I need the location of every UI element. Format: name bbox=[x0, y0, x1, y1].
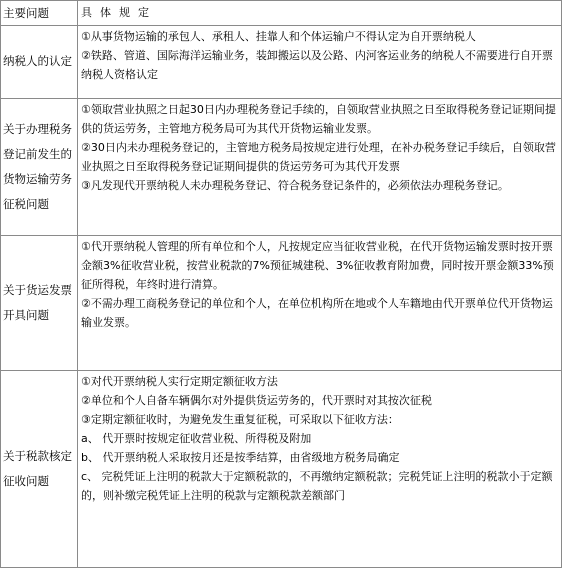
table-row bbox=[1, 370, 562, 567]
header-specific-rules: 具体规定 bbox=[78, 1, 562, 26]
table-row bbox=[1, 235, 562, 370]
table-header-row bbox=[1, 1, 562, 26]
rule-line: b、 代开票纳税人采取按月还是按季结算，由省级地方税务局确定 bbox=[81, 450, 400, 464]
issue-cell: 纳税人的认定 bbox=[1, 25, 78, 98]
issue-cell: 关于货运发票开具问题 bbox=[1, 235, 78, 370]
rule-line: ②单位和个人自备车辆偶尔对外提供货运劳务的，代开票时对其按次征税 bbox=[81, 393, 432, 407]
rule-line: ①对代开票纳税人实行定期定额征收方法 bbox=[81, 374, 278, 388]
rule-line: ②不需办理工商税务登记的单位和个人，在单位机构所在地或个人车籍地由代开票单位代开货物运输业发票。 bbox=[81, 296, 553, 329]
header-main-issue: 主要问题 bbox=[1, 1, 78, 26]
rule-line: c、 完税凭证上注明的税款大于定额税款的，不再缴纳定额税款；完税凭证上注明的税款小于定额的，则补缴完税凭证上注明的税款与定额税款差额部门 bbox=[81, 469, 553, 502]
issue-cell: 关于税款核定征收问题 bbox=[1, 370, 78, 567]
issue-cell: 关于办理税务登记前发生的货物运输劳务征税问题 bbox=[1, 98, 78, 235]
rule-line: ③凡发现代开票纳税人未办理税务登记、符合税务登记条件的，必须依法办理税务登记。 bbox=[81, 178, 509, 192]
rule-line: a、 代开票时按规定征收营业税、所得税及附加 bbox=[81, 431, 312, 445]
rules-cell bbox=[78, 25, 562, 98]
rule-line: ①从事货物运输的承包人、承租人、挂靠人和个体运输户不得认定为自开票纳税人 bbox=[81, 29, 476, 43]
rule-line: ③定期定额征收时，为避免发生重复征税，可采取以下征收方法： bbox=[81, 412, 399, 426]
rules-cell bbox=[78, 235, 562, 370]
rules-cell bbox=[78, 370, 562, 567]
table-row bbox=[1, 98, 562, 235]
table-row bbox=[1, 25, 562, 98]
rule-line: ②30日内未办理税务登记的，主管地方税务局按规定进行处理，在补办税务登记手续后，自领取营业执照之日至取得税务登记证期间提供的货运劳务可为其代开发票 bbox=[81, 140, 556, 173]
rule-line: ①代开票纳税人管理的所有单位和个人，凡按规定应当征收营业税，在代开货物运输发票时按开票金额3%征收营业税，按营业税款的7%预征城建税、3%征收教育附加费，同时按开票金额33%预征所得税，年终时进行清算。 bbox=[81, 239, 554, 291]
rule-line: ①领取营业执照之日起30日内办理税务登记手续的，自领取营业执照之日至取得税务登记证期间提供的货运劳务，主管地方税务局可为其代开货物运输业发票。 bbox=[81, 102, 556, 135]
rules-cell bbox=[78, 98, 562, 235]
rule-line: ②铁路、管道、国际海洋运输业务，装卸搬运以及公路、内河客运业务的纳税人不需要进行自开票纳税人资格认定 bbox=[81, 48, 553, 81]
